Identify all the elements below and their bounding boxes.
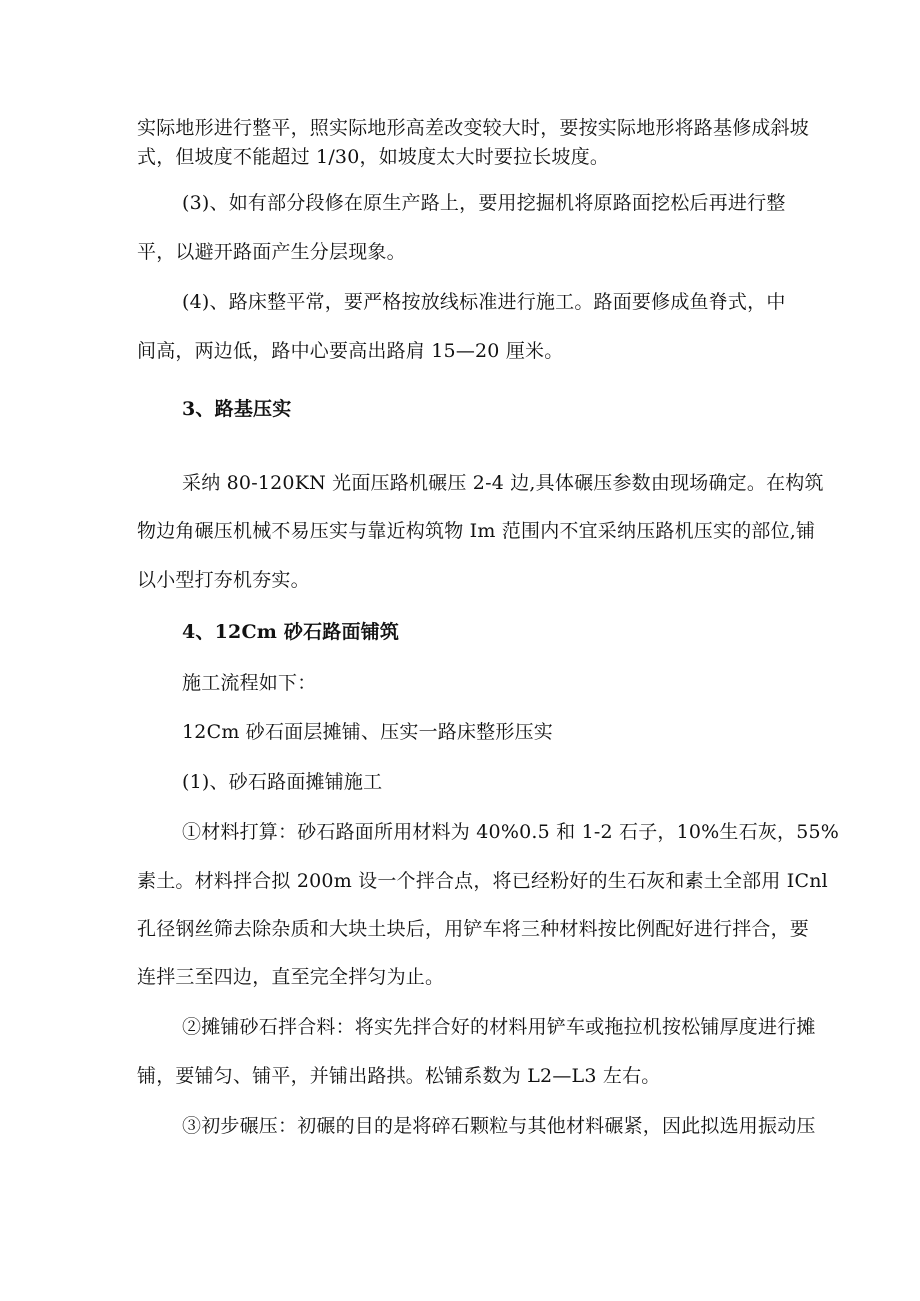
section-heading-3: 3、路基压实	[182, 398, 292, 420]
paragraph-line: ②摊铺砂石拌合料：将实先拌合好的材料用铲车或拖拉机按松铺厚度进行摊	[182, 1016, 816, 1038]
paragraph-line: 实际地形进行整平，照实际地形高差改变较大时，要按实际地形将路基修成斜坡	[137, 117, 810, 139]
paragraph-line: ③初步碾压：初碾的目的是将碎石颗粒与其他材料碾紧，因此拟选用振动压	[182, 1115, 816, 1137]
paragraph-line: 式，但坡度不能超过 1/30，如坡度太大时要拉长坡度。	[137, 146, 610, 168]
paragraph-line: 物边角碾压机械不易压实与靠近构筑物 Im 范围内不宜采纳压路机压实的部位,铺	[137, 520, 816, 542]
paragraph-line: 铺，要铺匀、铺平，并铺出路拱。松铺系数为 L2—L3 左右。	[137, 1065, 661, 1087]
paragraph-line: (1)、砂石路面摊铺施工	[182, 771, 383, 793]
paragraph-line: 平，以避开路面产生分层现象。	[137, 241, 406, 263]
paragraph-line: 素土。材料拌合拟 200m 设一个拌合点，将已经粉好的生石灰和素土全部用 ICnl	[137, 870, 828, 892]
paragraph-line: 采纳 80-120KN 光面压路机碾压 2-4 边,具体碾压参数由现场确定。在构筑	[182, 472, 824, 494]
paragraph-line: 孔径钢丝筛去除杂质和大块土块后，用铲车将三种材料按比例配好进行拌合，要	[137, 918, 810, 940]
paragraph-line: (3)、如有部分段修在原生产路上，要用挖掘机将原路面挖松后再进行整	[182, 192, 786, 214]
paragraph-line: (4)、路床整平常，要严格按放线标准进行施工。路面要修成鱼脊式，中	[182, 291, 786, 313]
paragraph-line: 12Cm 砂石面层摊铺、压实一路床整形压实	[182, 721, 553, 743]
paragraph-line: 间高，两边低，路中心要高出路肩 15—20 厘米。	[137, 340, 564, 362]
section-heading-4: 4、12Cm 砂石路面铺筑	[182, 621, 400, 643]
paragraph-line: 以小型打夯机夯实。	[137, 569, 310, 591]
paragraph-line: 施工流程如下：	[182, 672, 317, 694]
paragraph-line: 连拌三至四边，直至完全拌匀为止。	[137, 966, 445, 988]
paragraph-line: ①材料打算：砂石路面所用材料为 40%0.5 和 1-2 石子，10%生石灰，55%	[182, 821, 840, 843]
